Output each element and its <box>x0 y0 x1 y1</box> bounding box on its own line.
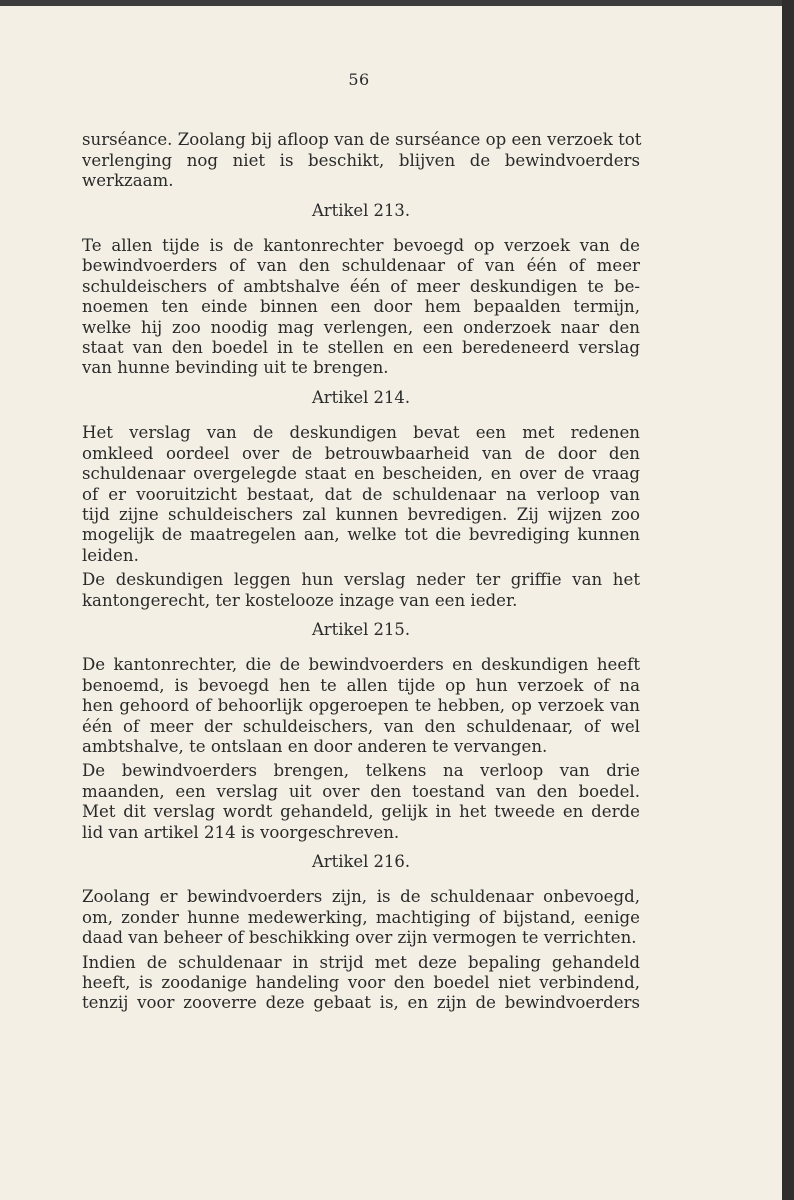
paragraph <box>82 953 640 1014</box>
text-line: De bewindvoerders brengen, telkens na verloop van drie <box>82 761 640 781</box>
article-heading: Artikel 214. <box>311 387 411 407</box>
paragraph <box>82 130 640 191</box>
paragraph <box>82 236 640 379</box>
text-line: kantongerecht, ter kostelooze inzage van een ieder. <box>82 590 518 610</box>
text-line: tijd zijne schuldeischers zal kunnen bevredigen. Zij wijzen zoo <box>82 504 640 524</box>
text-line: Zoolang er bewindvoerders zijn, is de schuldenaar onbevoegd, <box>82 887 640 907</box>
text-line: Te allen tijde is de kantonrechter bevoegd op verzoek van de <box>82 236 640 256</box>
text-line: benoemd, is bevoegd hen te allen tijde op hun verzoek of na <box>82 675 640 695</box>
text-line: leiden. <box>82 545 139 565</box>
text-line: of er vooruitzicht bestaat, dat de schuldenaar na verloop van <box>82 484 640 504</box>
text-line: bewindvoerders of van den schuldenaar of van één of meer <box>82 256 640 276</box>
text-line: van hunne bevinding uit te brengen. <box>82 358 389 378</box>
text-line: noemen ten einde binnen een door hem bepaalden termijn, <box>82 297 640 317</box>
page-text-body <box>82 70 640 1014</box>
text-line: daad van beheer of beschikking over zijn vermogen te verrichten. <box>82 928 637 948</box>
text-line: één of meer der schuldeischers, van den schuldenaar, of wel <box>82 716 640 736</box>
article-heading: Artikel 213. <box>311 200 411 220</box>
paragraph <box>82 423 640 566</box>
text-line: werkzaam. <box>82 171 174 191</box>
text-line: Het verslag van de deskundigen bevat een met redenen <box>82 423 640 443</box>
paragraph <box>82 570 640 611</box>
text-line: schuldeischers of ambtshalve één of meer deskundigen te be- <box>82 276 640 296</box>
text-line: tenzij voor zooverre deze gebaat is, en zijn de bewindvoerders <box>82 993 640 1013</box>
paragraph <box>82 887 640 948</box>
text-line: De kantonrechter, die de bewindvoerders en deskundigen heeft <box>82 655 640 675</box>
text-line: welke hij zoo noodig mag verlengen, een onderzoek naar den <box>82 317 640 337</box>
text-line: maanden, een verslag uit over den toestand van den boedel. <box>82 781 640 801</box>
text-line: verlenging nog niet is beschikt, blijven de bewindvoerders <box>82 150 640 170</box>
text-line: mogelijk de maatregelen aan, welke tot die bevrediging kunnen <box>82 525 640 545</box>
text-line: lid van artikel 214 is voorgeschreven. <box>82 822 400 842</box>
text-line: De deskundigen leggen hun verslag neder ter griffie van het <box>82 570 640 590</box>
text-line: schuldenaar overgelegde staat en bescheiden, en over de vraag <box>82 464 640 484</box>
text-line: staat van den boedel in te stellen en een beredeneerd verslag <box>82 338 640 358</box>
text-line: ambtshalve, te ontslaan en door anderen te vervangen. <box>82 736 548 756</box>
text-line: om, zonder hunne medewerking, machtiging of bijstand, eenige <box>82 907 640 927</box>
article-heading: Artikel 216. <box>311 852 411 871</box>
text-line: Met dit verslag wordt gehandeld, gelijk in het tweede en derde <box>82 802 640 822</box>
page-number: 56 <box>348 70 370 89</box>
text-line: hen gehoord of behoorlijk opgeroepen te hebben, op verzoek van <box>82 696 640 716</box>
scan-edge <box>782 0 794 1200</box>
paragraph <box>82 761 640 843</box>
paragraph <box>82 655 640 757</box>
text-line: Indien de schuldenaar in strijd met deze bepaling gehandeld <box>82 952 640 972</box>
text-line: surséance. Zoolang bij afloop van de surséance op een verzoek tot <box>82 130 642 150</box>
page-content <box>82 130 640 1013</box>
text-line: heeft, is zoodanige handeling voor den boedel niet verbindend, <box>82 973 640 993</box>
text-line: omkleed oordeel over de betrouwbaarheid van de door den <box>82 443 640 463</box>
article-heading: Artikel 215. <box>311 619 411 639</box>
